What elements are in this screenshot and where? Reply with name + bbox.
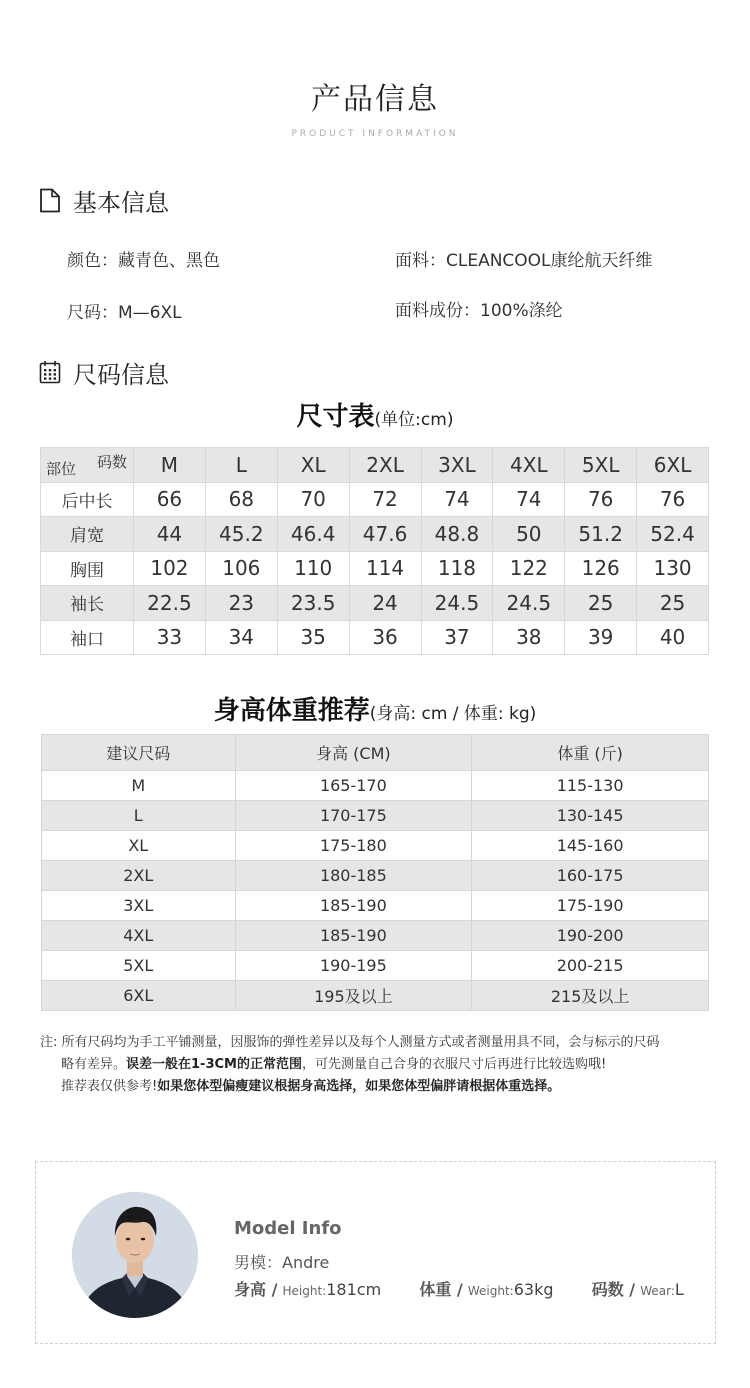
- table-cell: 23.5: [277, 586, 349, 621]
- note-line-1: 注: 所有尺码均为手工平铺测量，因服饰的弹性差异以及每个人测量方式或者测量用具不同，会与标示的尺码: [40, 1035, 660, 1050]
- column-header: 建议尺码: [42, 735, 236, 771]
- document-icon: [38, 187, 62, 213]
- calendar-icon: [38, 359, 62, 385]
- table-cell: 180-185: [235, 861, 472, 891]
- page-subtitle: PRODUCT INFORMATION: [291, 129, 459, 139]
- basic-info-label: 基本信息: [73, 188, 169, 217]
- table-cell: 34: [205, 620, 277, 655]
- table-cell: 36: [349, 620, 421, 655]
- table-cell: 4XL: [42, 921, 236, 951]
- size-chart-title-text: 尺寸表: [296, 402, 375, 432]
- table-row: [42, 921, 709, 951]
- table-cell: 24: [349, 586, 421, 621]
- size-col-header: 2XL: [349, 448, 421, 483]
- table-cell: 145-160: [472, 831, 709, 861]
- table-cell: 24.5: [493, 586, 565, 621]
- part-label: 胸围: [41, 551, 134, 586]
- column-header: 身高 (CM): [235, 735, 472, 771]
- table-cell: 50: [493, 517, 565, 552]
- table-cell: 6XL: [42, 981, 236, 1011]
- table-cell: XL: [42, 831, 236, 861]
- table-row: [41, 586, 709, 621]
- table-cell: 25: [565, 586, 637, 621]
- weight-en-label: Weight:: [467, 1284, 514, 1298]
- recommend-title: [0, 690, 750, 727]
- table-cell: 76: [637, 482, 709, 517]
- wear-label: 码数 /: [591, 1280, 636, 1299]
- table-cell: 51.2: [565, 517, 637, 552]
- table-cell: 37: [421, 620, 493, 655]
- model-info-title: Model Info: [234, 1218, 342, 1239]
- weight-value: 63kg: [513, 1280, 554, 1299]
- color-label: 颜色：: [67, 251, 118, 271]
- table-cell: 200-215: [472, 951, 709, 981]
- table-cell: 195及以上: [235, 981, 472, 1011]
- recommend-table-header: [42, 735, 709, 771]
- fabric-value: CLEANCOOL康纶航天纤维: [446, 251, 653, 271]
- size-col-header: 3XL: [421, 448, 493, 483]
- table-cell: 190-195: [235, 951, 472, 981]
- table-cell: 130-145: [472, 801, 709, 831]
- page-title: 产品信息: [311, 82, 439, 117]
- color-info: [67, 246, 220, 271]
- table-cell: 40: [637, 620, 709, 655]
- table-cell: 46.4: [277, 517, 349, 552]
- table-cell: 175-190: [472, 891, 709, 921]
- table-row: [41, 482, 709, 517]
- table-cell: 185-190: [235, 921, 472, 951]
- table-row: [41, 620, 709, 655]
- table-row: [42, 981, 709, 1011]
- note-line-3: [40, 1076, 720, 1098]
- table-cell: 175-180: [235, 831, 472, 861]
- size-col-header: 4XL: [493, 448, 565, 483]
- model-name-label: 男模：: [234, 1253, 283, 1272]
- table-cell: 38: [493, 620, 565, 655]
- table-cell: L: [42, 801, 236, 831]
- table-cell: 165-170: [235, 771, 472, 801]
- size-col-header: XL: [277, 448, 349, 483]
- color-value: 藏青色、黑色: [118, 251, 220, 271]
- composition-info: [395, 296, 563, 321]
- basic-info-heading: [38, 184, 169, 216]
- note-line-2c: ，可先测量自己合身的衣服尺寸后再进行比较选购哦!: [301, 1057, 607, 1072]
- table-cell: 23: [205, 586, 277, 621]
- table-cell: 114: [349, 551, 421, 586]
- size-chart-unit: (单位:cm): [374, 410, 454, 430]
- note-line-3a: 推荐表仅供参考!: [61, 1079, 158, 1094]
- note-line-2: [40, 1054, 720, 1076]
- table-cell: 190-200: [472, 921, 709, 951]
- corner-part-label: 部位: [46, 459, 77, 478]
- part-label: 袖口: [41, 620, 134, 655]
- wear-value: L: [674, 1280, 684, 1299]
- size-table-corner: [41, 448, 134, 483]
- table-row: [41, 551, 709, 586]
- recommend-table: [41, 734, 709, 1011]
- table-cell: 115-130: [472, 771, 709, 801]
- table-cell: 72: [349, 482, 421, 517]
- table-row: [42, 951, 709, 981]
- size-chart-title: [0, 396, 750, 433]
- table-cell: 70: [277, 482, 349, 517]
- table-cell: M: [42, 771, 236, 801]
- size-range-label: 尺码：: [67, 303, 118, 323]
- table-cell: 126: [565, 551, 637, 586]
- size-info-label: 尺码信息: [73, 360, 169, 389]
- measurement-note: [40, 1032, 720, 1098]
- table-cell: 24.5: [421, 586, 493, 621]
- model-name-value: Andre: [282, 1253, 330, 1272]
- size-range-info: [67, 298, 182, 323]
- table-cell: 44: [134, 517, 206, 552]
- table-cell: 45.2: [205, 517, 277, 552]
- composition-label: 面料成份：: [395, 301, 480, 321]
- table-cell: 47.6: [349, 517, 421, 552]
- table-cell: 106: [205, 551, 277, 586]
- size-col-header: L: [205, 448, 277, 483]
- table-row: [42, 801, 709, 831]
- table-cell: 130: [637, 551, 709, 586]
- note-line-2a: 略有差异。: [61, 1057, 127, 1072]
- note-line-2b: 误差一般在1-3CM的正常范围: [126, 1057, 302, 1072]
- table-cell: 5XL: [42, 951, 236, 981]
- table-cell: 74: [493, 482, 565, 517]
- column-header: 体重 (斤): [472, 735, 709, 771]
- table-row: [41, 517, 709, 552]
- table-cell: 102: [134, 551, 206, 586]
- table-cell: 48.8: [421, 517, 493, 552]
- table-row: [42, 771, 709, 801]
- table-cell: 110: [277, 551, 349, 586]
- model-stats: [234, 1277, 684, 1300]
- table-cell: 35: [277, 620, 349, 655]
- height-en-label: Height:: [282, 1284, 327, 1298]
- wear-en-label: Wear:: [640, 1284, 675, 1298]
- size-table: [40, 447, 709, 655]
- table-cell: 118: [421, 551, 493, 586]
- table-cell: 52.4: [637, 517, 709, 552]
- table-cell: 74: [421, 482, 493, 517]
- model-name: [234, 1250, 329, 1273]
- size-table-header: [41, 448, 709, 483]
- recommend-title-text: 身高体重推荐: [213, 696, 370, 726]
- table-cell: 76: [565, 482, 637, 517]
- size-col-header: M: [134, 448, 206, 483]
- height-label: 身高 /: [234, 1280, 278, 1299]
- table-cell: 68: [205, 482, 277, 517]
- table-cell: 3XL: [42, 891, 236, 921]
- model-info-card: [35, 1161, 716, 1344]
- table-cell: 160-175: [472, 861, 709, 891]
- table-row: [42, 831, 709, 861]
- weight-label: 体重 /: [419, 1280, 463, 1299]
- corner-size-label: 码数: [96, 453, 127, 471]
- composition-value: 100%涤纶: [480, 301, 563, 321]
- table-row: [42, 861, 709, 891]
- height-value: 181cm: [326, 1280, 382, 1299]
- table-cell: 33: [134, 620, 206, 655]
- fabric-info: [395, 246, 653, 271]
- size-col-header: 5XL: [565, 448, 637, 483]
- table-cell: 170-175: [235, 801, 472, 831]
- table-cell: 2XL: [42, 861, 236, 891]
- table-cell: 39: [565, 620, 637, 655]
- table-cell: 215及以上: [472, 981, 709, 1011]
- size-range-value: M—6XL: [118, 303, 182, 323]
- part-label: 肩宽: [41, 517, 134, 552]
- part-label: 袖长: [41, 586, 134, 621]
- size-info-heading: [38, 356, 169, 388]
- size-col-header: 6XL: [637, 448, 709, 483]
- note-line-3b: 如果您体型偏瘦建议根据身高选择，如果您体型偏胖请根据体重选择。: [157, 1079, 561, 1094]
- table-cell: 25: [637, 586, 709, 621]
- table-cell: 66: [134, 482, 206, 517]
- model-avatar: [72, 1192, 198, 1318]
- table-cell: 22.5: [134, 586, 206, 621]
- part-label: 后中长: [41, 482, 134, 517]
- table-row: [42, 891, 709, 921]
- fabric-label: 面料：: [395, 251, 446, 271]
- recommend-unit: (身高: cm / 体重: kg): [369, 704, 537, 724]
- table-cell: 122: [493, 551, 565, 586]
- table-cell: 185-190: [235, 891, 472, 921]
